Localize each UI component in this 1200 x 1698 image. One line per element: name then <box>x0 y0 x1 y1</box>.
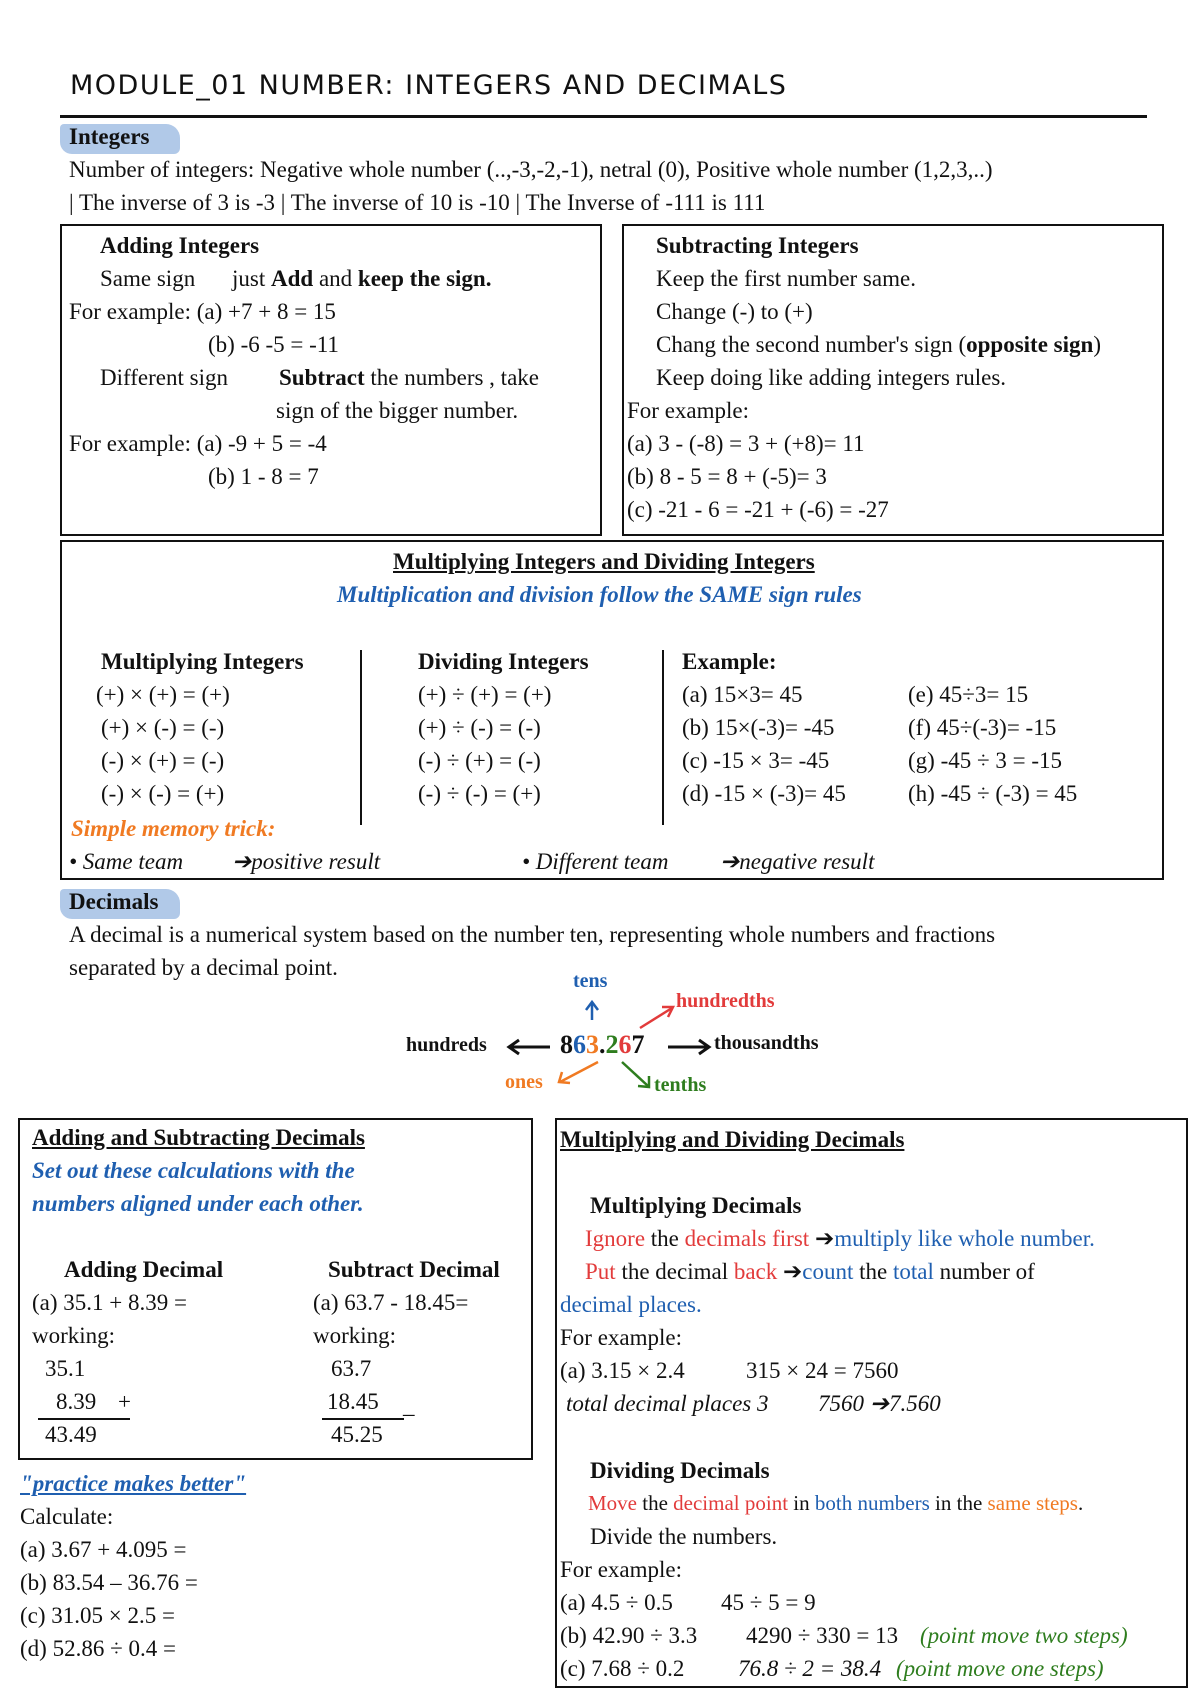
multiplying-final-answer: 7560 ➔7.560 <box>818 1391 941 1416</box>
multiplying-decimal-places: total decimal places 3 <box>566 1391 769 1416</box>
subtracting-example-label: For example: <box>627 398 749 423</box>
example-right: (g) -45 ÷ 3 = -15 <box>908 748 1062 773</box>
different-sign-rule-2: sign of the bigger number. <box>276 398 519 423</box>
adding-example-1: For example: (a) +7 + 8 = 15 <box>69 299 336 324</box>
subtracting-rule-2: Change (-) to (+) <box>656 299 813 324</box>
same-sign-label: Same sign <box>100 266 196 291</box>
adding-example-3: For example: (a) -9 + 5 = -4 <box>69 431 327 456</box>
dividing-decimals-heading: Dividing Decimals <box>590 1458 770 1483</box>
example-right: (e) 45÷3= 15 <box>908 682 1029 707</box>
practice-item: (b) 83.54 – 36.76 = <box>20 1570 198 1595</box>
dividing-example-a-working: 45 ÷ 5 = 9 <box>721 1590 816 1615</box>
practice-calculate: Calculate: <box>20 1504 114 1529</box>
mult-rule: (+) × (+) = (+) <box>96 682 230 707</box>
integers-line1: Number of integers: Negative whole number (..,-3,-2,-1), netral (0), Positive whole number (1,2,3,..) <box>69 157 993 182</box>
add-sub-instruction-2: numbers aligned under each other. <box>32 1191 364 1216</box>
page-title: MODULE_01 NUMBER: INTEGERS AND DECIMALS <box>70 70 788 101</box>
add-sub-heading: Adding and Subtracting Decimals <box>32 1125 365 1150</box>
practice-item: (d) 52.86 ÷ 0.4 = <box>20 1636 176 1661</box>
dividing-integers-heading: Dividing Integers <box>418 649 589 674</box>
hundredths-arrow <box>640 1008 672 1028</box>
ones-arrow <box>560 1062 598 1082</box>
div-rule: (+) ÷ (+) = (+) <box>418 682 552 707</box>
mult-rule: (-) × (+) = (-) <box>101 748 225 773</box>
different-team: • Different team <box>522 849 669 874</box>
place-value-diagram <box>400 970 819 1100</box>
adding-operand-2: 8.39 <box>56 1389 97 1414</box>
mult-rule: (+) × (-) = (-) <box>101 715 225 740</box>
practice-heading: "practice makes better" <box>20 1471 247 1496</box>
decimal-number <box>560 1030 645 1060</box>
subtracting-integers-heading: Subtracting Integers <box>656 233 859 258</box>
add-sub-instruction-1: Set out these calculations with the <box>32 1158 355 1183</box>
memory-trick-heading: Simple memory trick: <box>71 816 276 841</box>
same-sign-rule: just Add and keep the sign. <box>232 266 492 291</box>
subtracting-example-c: (c) -21 - 6 = -21 + (-6) = -27 <box>627 497 889 522</box>
div-rule: (+) ÷ (-) = (-) <box>418 715 541 740</box>
mult-div-subheading: Multiplication and division follow the SAME sign rules <box>337 582 862 607</box>
digit-ones: 3 <box>586 1030 599 1059</box>
example-right: (f) 45÷(-3)= -15 <box>908 715 1057 740</box>
different-sign-rule: Subtract the numbers , take <box>279 365 539 390</box>
same-team: • Same team <box>69 849 184 874</box>
hundreds-label: hundreds <box>406 1034 487 1056</box>
dividing-example-a: (a) 4.5 ÷ 0.5 <box>560 1590 673 1615</box>
dividing-rule-2: Divide the numbers. <box>590 1524 778 1549</box>
adding-working-label: working: <box>32 1323 116 1348</box>
integers-heading: Integers <box>69 124 150 149</box>
subtract-operand-1: 63.7 <box>331 1356 372 1381</box>
integers-line2: | The inverse of 3 is -3 | The inverse of 10 is -10 | The Inverse of -111 is 111 <box>69 190 766 215</box>
adding-operand-1: 35.1 <box>45 1356 86 1381</box>
adding-operator: + <box>118 1389 131 1414</box>
column-divider <box>360 650 362 825</box>
dividing-rule-1: Move the decimal point in both numbers in the same steps. <box>588 1491 1084 1515</box>
adding-result: 43.49 <box>45 1422 97 1447</box>
subtracting-rule-3: Chang the second number's sign (opposite sign) <box>656 332 1101 357</box>
example-left: (b) 15×(-3)= -45 <box>682 715 835 740</box>
digit-tens: 6 <box>573 1030 586 1059</box>
decimals-line2: separated by a decimal point. <box>69 955 338 980</box>
practice-item: (a) 3.67 + 4.095 = <box>20 1537 187 1562</box>
example-right: (h) -45 ÷ (-3) = 45 <box>908 781 1078 806</box>
multiplying-example-label: For example: <box>560 1325 682 1350</box>
column-divider <box>662 650 664 825</box>
dividing-example-b-note: (point move two steps) <box>920 1623 1128 1648</box>
tenths-arrow <box>622 1062 648 1086</box>
mult-div-heading: Multiplying Integers and Dividing Integers <box>393 549 815 574</box>
multiplying-rule-2: Put the decimal back ➔count the total number of <box>585 1259 1035 1284</box>
example-left: (a) 15×3= 45 <box>682 682 803 707</box>
multiplying-rule-3: decimal places. <box>560 1292 702 1317</box>
multiplying-integers-heading: Multiplying Integers <box>101 649 304 674</box>
subtracting-example-b: (b) 8 - 5 = 8 + (-5)= 3 <box>627 464 827 489</box>
div-rule: (-) ÷ (+) = (-) <box>418 748 541 773</box>
practice-item: (c) 31.05 × 2.5 = <box>20 1603 175 1628</box>
subtract-operand-2: 18.45 <box>327 1389 379 1414</box>
subtracting-example-a: (a) 3 - (-8) = 3 + (+8)= 11 <box>627 431 865 456</box>
different-sign-label: Different sign <box>100 365 228 390</box>
example-heading: Example: <box>682 649 777 674</box>
div-rule: (-) ÷ (-) = (+) <box>418 781 541 806</box>
dividing-example-c-note: (point move one steps) <box>896 1656 1104 1681</box>
subtract-result: 45.25 <box>331 1422 383 1447</box>
different-team-result: ➔negative result <box>720 849 875 874</box>
multiplying-rule-1: Ignore the decimals first ➔multiply like whole number. <box>585 1226 1095 1251</box>
same-team-result: ➔positive result <box>232 849 381 874</box>
subtracting-rule-4: Keep doing like adding integers rules. <box>656 365 1007 390</box>
subtract-question: (a) 63.7 - 18.45= <box>313 1290 469 1315</box>
subtract-operator: _ <box>403 1393 415 1418</box>
multiplying-decimals-heading: Multiplying Decimals <box>590 1193 802 1218</box>
digit-thousandths: 7 <box>631 1030 645 1059</box>
adding-example-2: (b) -6 -5 = -11 <box>208 332 339 357</box>
adding-decimal-heading: Adding Decimal <box>64 1257 224 1282</box>
ones-label: ones <box>505 1071 543 1093</box>
dividing-example-b-working: 4290 ÷ 330 = 13 <box>746 1623 899 1648</box>
mult-rule: (-) × (-) = (+) <box>101 781 225 806</box>
decimals-line1: A decimal is a numerical system based on the number ten, representing whole numbers and fractions <box>69 922 996 947</box>
subtract-working-label: working: <box>313 1323 397 1348</box>
multiplying-example-a: (a) 3.15 × 2.4 <box>560 1358 685 1383</box>
decimals-heading: Decimals <box>69 889 159 914</box>
digit-hundreds: 8 <box>560 1030 573 1059</box>
digit-tenths: 2 <box>605 1030 619 1059</box>
adding-integers-heading: Adding Integers <box>100 233 260 258</box>
dividing-example-label: For example: <box>560 1557 682 1582</box>
dividing-example-c-working: 76.8 ÷ 2 = 38.4 <box>738 1656 882 1681</box>
adding-example-4: (b) 1 - 8 = 7 <box>208 464 319 489</box>
subtracting-rule-1: Keep the first number same. <box>656 266 916 291</box>
tens-label: tens <box>573 970 608 992</box>
title-rule <box>60 115 1147 118</box>
decimal-point: . <box>599 1030 606 1059</box>
multiplying-example-a-working: 315 × 24 = 7560 <box>746 1358 899 1383</box>
hundredths-label: hundredths <box>676 990 775 1012</box>
mult-div-decimals-heading: Multiplying and Dividing Decimals <box>560 1127 905 1152</box>
example-left: (c) -15 × 3= -45 <box>682 748 830 773</box>
dividing-example-c: (c) 7.68 ÷ 0.2 <box>560 1656 685 1681</box>
digit-hundredths: 6 <box>618 1030 632 1059</box>
tenths-label: tenths <box>654 1074 707 1096</box>
dividing-example-b: (b) 42.90 ÷ 3.3 <box>560 1623 698 1648</box>
thousandths-label: thousandths <box>714 1032 819 1054</box>
subtract-decimal-heading: Subtract Decimal <box>328 1257 500 1282</box>
adding-question: (a) 35.1 + 8.39 = <box>32 1290 187 1315</box>
example-left: (d) -15 × (-3)= 45 <box>682 781 846 806</box>
